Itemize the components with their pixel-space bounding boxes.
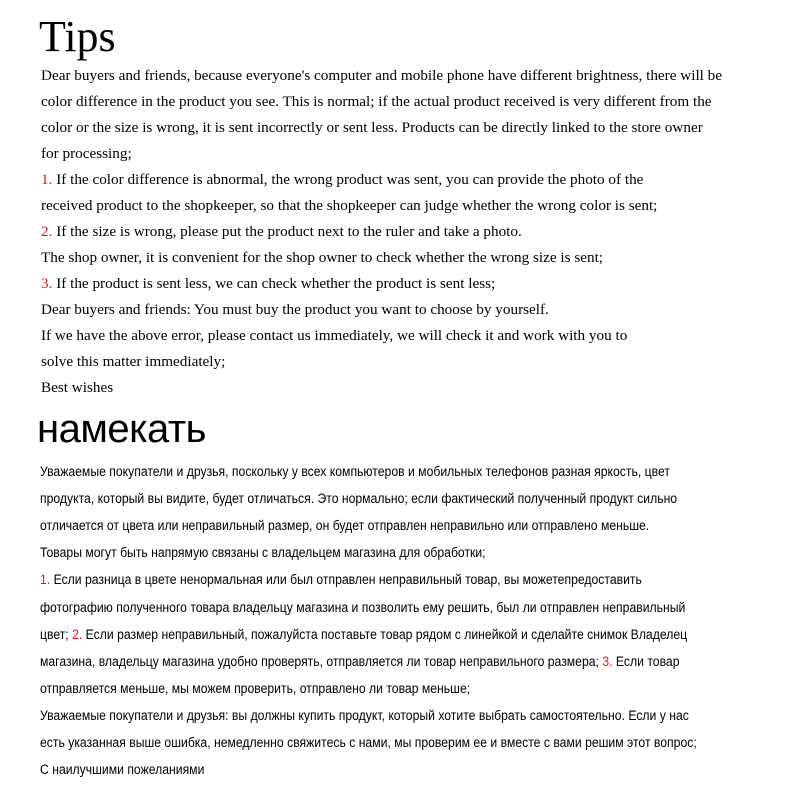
text-segment: отправляется меньше, мы можем проверить, отправлено ли товар меньше; bbox=[40, 680, 471, 697]
text-line bbox=[41, 300, 549, 320]
text-segment: Dear buyers and friends, because everyone's computer and mobile phone have different brightness, there will be bbox=[41, 67, 723, 84]
text-segment: If we have the above error, please contact us immediately, we will check it and work with you to bbox=[41, 327, 628, 344]
text-segment: отличается от цвета или неправильный размер, он будет отправлен неправильно или отправлено меньше. bbox=[40, 518, 650, 535]
text-line bbox=[41, 118, 703, 138]
tips-title-russian: намекать bbox=[37, 407, 206, 451]
text-line bbox=[40, 625, 687, 645]
text-segment: received product to the shopkeeper, so that the shopkeeper can judge whether the wrong color is sent; bbox=[41, 197, 658, 214]
text-line bbox=[41, 248, 603, 268]
item-number: 1. bbox=[40, 572, 51, 589]
text-segment: С наилучшими пожеланиями bbox=[40, 762, 205, 779]
text-segment: цвет; bbox=[40, 626, 73, 643]
item-number: 2. bbox=[72, 626, 83, 643]
text-segment: Если разница в цвете ненормальная или был отправлен неправильный товар, вы можетепредоставить bbox=[50, 572, 642, 589]
item-number: 1. bbox=[41, 171, 53, 188]
text-segment: магазина, владельцу магазина удобно проверять, отправляется ли товар неправильного размера; bbox=[40, 653, 603, 670]
text-line bbox=[40, 543, 486, 563]
text-segment: Если размер неправильный, пожалуйста поставьте товар рядом с линейкой и сделайте снимок Владелец bbox=[82, 626, 688, 643]
text-segment: color difference in the product you see. This is normal; if the actual product received is very different from the bbox=[41, 93, 712, 110]
text-line bbox=[41, 222, 522, 242]
text-segment: for processing; bbox=[41, 145, 132, 162]
text-line bbox=[40, 760, 204, 780]
text-line bbox=[40, 652, 679, 672]
text-line bbox=[40, 516, 649, 536]
text-segment: If the product is sent less, we can check whether the product is sent less; bbox=[52, 275, 496, 292]
text-line bbox=[40, 570, 642, 590]
text-line bbox=[41, 92, 712, 112]
text-line bbox=[40, 598, 685, 618]
tips-title: Tips bbox=[39, 12, 116, 61]
text-line bbox=[41, 378, 113, 398]
text-line bbox=[41, 66, 722, 86]
text-segment: продукта, который вы видите, будет отличаться. Это нормально; если фактический полученный продукт сильно bbox=[40, 491, 678, 508]
text-line bbox=[41, 326, 627, 346]
text-segment: Если товар bbox=[612, 653, 680, 670]
text-line bbox=[40, 462, 670, 482]
item-number: 3. bbox=[41, 275, 53, 292]
text-segment: If the color difference is abnormal, the wrong product was sent, you can provide the photo of the bbox=[52, 171, 644, 188]
item-number: 2. bbox=[41, 223, 53, 240]
text-line bbox=[41, 196, 657, 216]
text-segment: The shop owner, it is convenient for the shop owner to check whether the wrong size is sent; bbox=[41, 249, 604, 266]
text-line bbox=[41, 352, 225, 372]
item-number: 3. bbox=[602, 653, 613, 670]
text-segment: Уважаемые покупатели и друзья, поскольку у всех компьютеров и мобильных телефонов разная яркость, цвет bbox=[40, 464, 670, 480]
text-line bbox=[40, 706, 689, 726]
text-segment: Товары могут быть напрямую связаны с владельцем магазина для обработки; bbox=[40, 545, 486, 562]
text-line bbox=[40, 489, 677, 509]
text-segment: Best wishes bbox=[41, 379, 114, 396]
text-segment: есть указанная выше ошибка, немедленно свяжитесь с нами, мы проверим ее и вместе с вами решим этот вопрос; bbox=[40, 735, 697, 751]
text-segment: solve this matter immediately; bbox=[41, 353, 226, 370]
text-line bbox=[40, 733, 697, 753]
text-segment: Dear buyers and friends: You must buy the product you want to choose by yourself. bbox=[41, 301, 549, 318]
text-line bbox=[40, 679, 470, 699]
text-line bbox=[41, 274, 495, 294]
text-line bbox=[41, 144, 132, 164]
text-segment: Уважаемые покупатели и друзья: вы должны купить продукт, который хотите выбрать самостоятельно. Если у нас bbox=[40, 707, 689, 724]
text-segment: If the size is wrong, please put the product next to the ruler and take a photo. bbox=[52, 223, 522, 240]
text-segment: color or the size is wrong, it is sent incorrectly or sent less. Products can be directly linked to the store owner bbox=[41, 119, 703, 136]
text-line bbox=[41, 170, 643, 190]
text-segment: фотографию полученного товара владельцу магазина и позволить ему решить, был ли отправлен неправильный bbox=[40, 599, 686, 616]
